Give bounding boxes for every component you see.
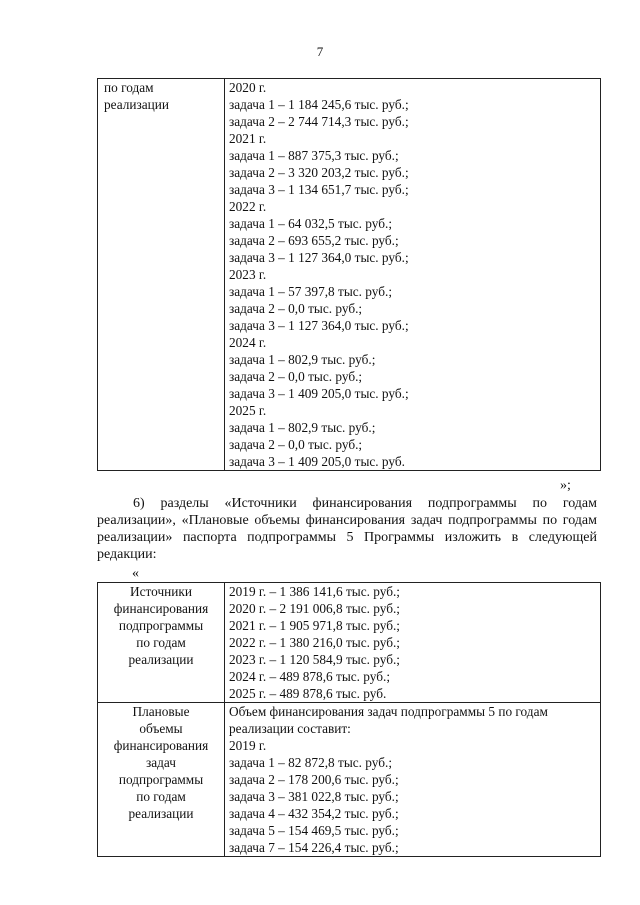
year-heading: 2024 г. bbox=[229, 335, 267, 350]
label-line: задач bbox=[146, 755, 176, 770]
task-amount: задача 5 – 154 469,5 тыс. руб.; bbox=[229, 823, 399, 838]
label-line: Источники bbox=[130, 584, 192, 599]
funding-intro: Объем финансирования задач подпрограммы 5 по годам реализации составит: bbox=[229, 704, 548, 736]
label-line: по годам bbox=[136, 789, 186, 804]
task-amount: задача 2 – 0,0 тыс. руб.; bbox=[229, 437, 363, 452]
year-amount: 2022 г. – 1 380 216,0 тыс. руб.; bbox=[229, 635, 401, 650]
year-amount: 2024 г. – 489 878,6 тыс. руб.; bbox=[229, 669, 391, 684]
task-amount: задача 3 – 1 127 364,0 тыс. руб.; bbox=[229, 318, 409, 333]
year-heading: 2025 г. bbox=[229, 403, 267, 418]
task-amount: задача 3 – 1 409 205,0 тыс. руб.; bbox=[229, 386, 409, 401]
year-amount: 2023 г. – 1 120 584,9 тыс. руб.; bbox=[229, 652, 401, 667]
task-amount: задача 2 – 2 744 714,3 тыс. руб.; bbox=[229, 114, 409, 129]
task-amount: задача 2 – 0,0 тыс. руб.; bbox=[229, 369, 363, 384]
label-line: реализации bbox=[104, 97, 169, 112]
year-amount: 2019 г. – 1 386 141,6 тыс. руб.; bbox=[229, 584, 401, 599]
table-row bbox=[98, 703, 601, 857]
funding-by-year-table bbox=[97, 78, 601, 471]
task-amount: задача 1 – 802,9 тыс. руб.; bbox=[229, 420, 376, 435]
task-amount: задача 7 – 154 226,4 тыс. руб.; bbox=[229, 840, 399, 855]
row-content-cell bbox=[225, 583, 601, 703]
task-amount: задача 1 – 887 375,3 тыс. руб.; bbox=[229, 148, 399, 163]
task-amount: задача 1 – 57 397,8 тыс. руб.; bbox=[229, 284, 393, 299]
opening-quote: « bbox=[132, 566, 139, 581]
label-line: объемы bbox=[139, 721, 183, 736]
task-amount: задача 1 – 1 184 245,6 тыс. руб.; bbox=[229, 97, 409, 112]
task-amount: задача 1 – 802,9 тыс. руб.; bbox=[229, 352, 376, 367]
task-amount: задача 4 – 432 354,2 тыс. руб.; bbox=[229, 806, 399, 821]
label-line: финансирования bbox=[113, 601, 209, 616]
amendment-paragraph: 6) разделы «Источники финансирования подпрограммы по годам реализации», «Плановые объемы финансирования задач подпрограммы по годам реализации» паспорта подпрограммы 5 Программы изложить в следующей редакции: bbox=[97, 496, 597, 562]
task-amount: задача 3 – 1 134 651,7 тыс. руб.; bbox=[229, 182, 409, 197]
year-amount: 2021 г. – 1 905 971,8 тыс. руб.; bbox=[229, 618, 401, 633]
task-amount: задача 1 – 64 032,5 тыс. руб.; bbox=[229, 216, 393, 231]
label-line: реализации bbox=[128, 652, 194, 667]
task-amount: задача 1 – 82 872,8 тыс. руб.; bbox=[229, 755, 393, 770]
table-row bbox=[98, 79, 601, 471]
table-row bbox=[98, 583, 601, 703]
year-heading: 2021 г. bbox=[229, 131, 267, 146]
task-amount: задача 2 – 178 200,6 тыс. руб.; bbox=[229, 772, 399, 787]
row-label-cell bbox=[98, 79, 225, 471]
label-line: реализации bbox=[128, 806, 194, 821]
task-amount: задача 3 – 1 127 364,0 тыс. руб.; bbox=[229, 250, 409, 265]
year-heading: 2019 г. bbox=[229, 738, 267, 753]
label-line: подпрограммы bbox=[118, 772, 204, 787]
year-heading: 2022 г. bbox=[229, 199, 267, 214]
year-heading: 2020 г. bbox=[229, 80, 267, 95]
row-label-cell bbox=[98, 703, 225, 857]
label-line: подпрограммы bbox=[118, 618, 204, 633]
task-amount: задача 2 – 693 655,2 тыс. руб.; bbox=[229, 233, 399, 248]
task-amount: задача 2 – 3 320 203,2 тыс. руб.; bbox=[229, 165, 409, 180]
label-line: по годам bbox=[136, 635, 186, 650]
row-label-cell bbox=[98, 583, 225, 703]
year-amount: 2020 г. – 2 191 006,8 тыс. руб.; bbox=[229, 601, 401, 616]
year-amount: 2025 г. – 489 878,6 тыс. руб. bbox=[229, 686, 387, 701]
row-content-cell bbox=[225, 79, 601, 471]
task-amount: задача 2 – 0,0 тыс. руб.; bbox=[229, 301, 363, 316]
subprogram-passport-table bbox=[97, 582, 601, 857]
row-content-cell bbox=[225, 703, 601, 857]
label-line: по годам bbox=[104, 80, 154, 95]
year-heading: 2023 г. bbox=[229, 267, 267, 282]
page-number: 7 bbox=[316, 44, 324, 59]
closing-quote: »; bbox=[560, 478, 571, 493]
task-amount: задача 3 – 381 022,8 тыс. руб.; bbox=[229, 789, 399, 804]
task-amount: задача 3 – 1 409 205,0 тыс. руб. bbox=[229, 454, 405, 469]
label-line: финансирования bbox=[113, 738, 209, 753]
label-line: Плановые bbox=[132, 704, 190, 719]
